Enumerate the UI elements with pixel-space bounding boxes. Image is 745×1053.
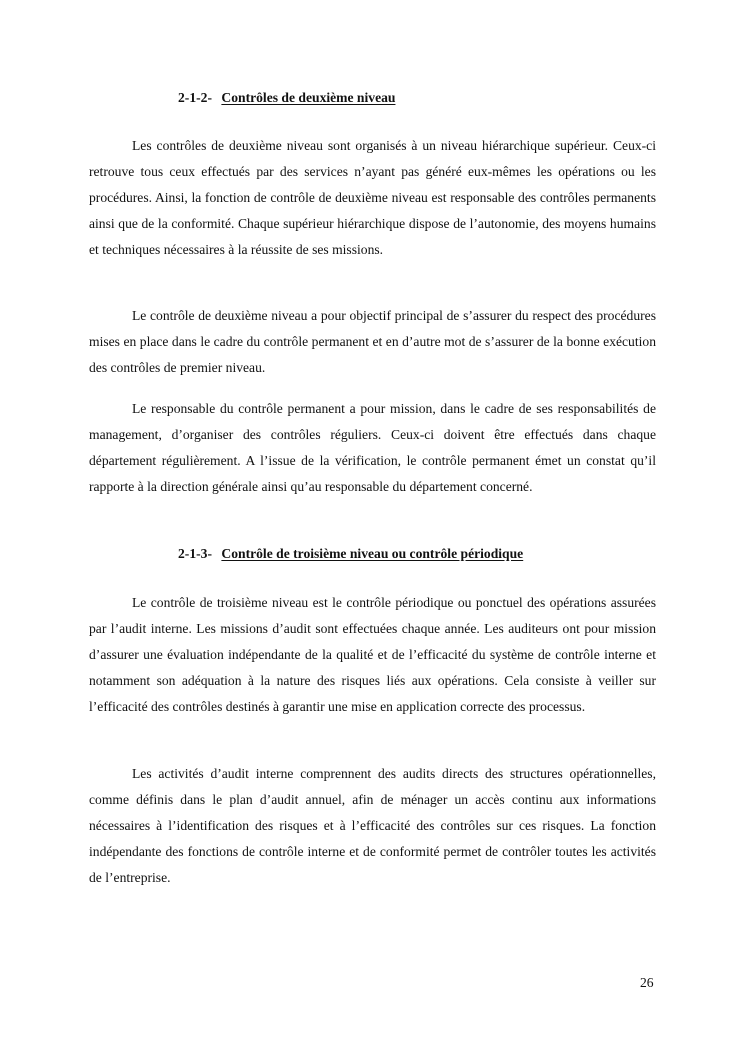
section-title: Contrôle de troisième niveau ou contrôle périodique	[221, 546, 524, 561]
section-number: 2-1-2-	[178, 90, 212, 105]
section-title: Contrôles de deuxième niveau	[221, 90, 396, 105]
section-heading-2-1-3	[178, 546, 523, 562]
paragraph: Le contrôle de deuxième niveau a pour objectif principal de s’assurer du respect des procédures mises en place dans le cadre du contrôle permanent et en d’autre mot de s’assurer de la bonne exécution des contrôles de premier niveau.	[89, 308, 656, 375]
page-number: 26	[640, 975, 654, 990]
paragraph: Les contrôles de deuxième niveau sont organisés à un niveau hiérarchique supérieur. Ceux-ci retrouve tous ceux effectués par des services n’ayant pas généré eux-mêmes les opérations ou les procédures. Ainsi, la fonction de contrôle de deuxième niveau est responsable des contrôles permanents ainsi que de la conformité. Chaque supérieur hiérarchique dispose de l’autonomie, des moyens humains et techniques nécessaires à la réussite de ses missions.	[89, 138, 656, 257]
paragraph: Le contrôle de troisième niveau est le contrôle périodique ou ponctuel des opérations assurées par l’audit interne. Les missions d’audit sont effectuées chaque année. Les auditeurs ont pour mission d’assurer une évaluation indépendante de la qualité et de l’efficacité du système de contrôle interne et notamment son adéquation à la nature des risques liés aux opérations. Cela consiste à veiller sur l’efficacité des contrôles destinés à garantir une mise en application correcte des processus.	[89, 595, 656, 714]
paragraph: Le responsable du contrôle permanent a pour mission, dans le cadre de ses responsabilités de management, d’organiser des contrôles réguliers. Ceux-ci doivent être effectués dans chaque département régulièrement. A l’issue de la vérification, le contrôle permanent émet un constat qu’il rapporte à la direction générale ainsi qu’au responsable du département concerné.	[89, 401, 656, 494]
section-heading-2-1-2	[178, 90, 395, 106]
paragraph: Les activités d’audit interne comprennent des audits directs des structures opérationnelles, comme définis dans le plan d’audit annuel, afin de ménager un accès continu aux informations nécessaires à l’identification des risques et à l’efficacité des contrôles sur ces risques. La fonction indépendante des fonctions de contrôle interne et de conformité permet de contrôler toutes les activités de l’entreprise.	[89, 766, 656, 885]
section-number: 2-1-3-	[178, 546, 212, 561]
